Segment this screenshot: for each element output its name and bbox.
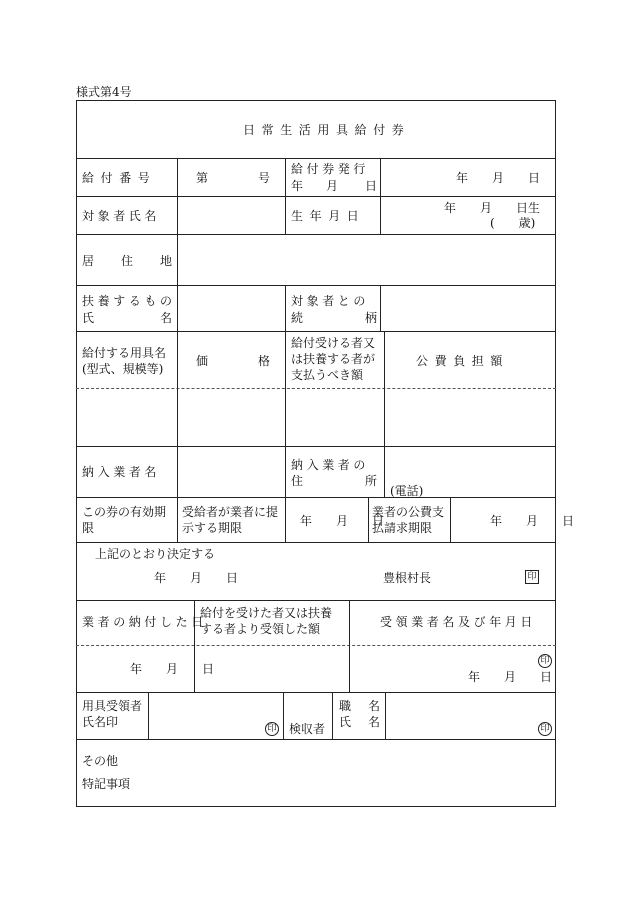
notes-label: 特記事項 (82, 777, 131, 791)
item-label: 給付する用具名 (82, 346, 167, 360)
mayor-seal-icon: 印 (525, 570, 539, 584)
form-number: 様式第4号 (76, 85, 132, 99)
col-line (283, 692, 284, 739)
decision-date[interactable]: 年 月 日 (154, 571, 239, 585)
col-line (285, 497, 286, 542)
received-amount-label-2: する者より受領した額 (200, 622, 321, 636)
voucher-number-label: 給付番号 (82, 171, 157, 185)
post-label-b: 名 (368, 699, 381, 713)
receiver-label: 用具受領者 (82, 699, 143, 713)
col-line (285, 158, 286, 234)
present-deadline-label-2: 示する期限 (182, 521, 243, 535)
phone-label: (電話) (390, 484, 424, 498)
vendor-address-label-a: 住 (291, 474, 304, 488)
address-label: 居 住 地 (82, 254, 172, 268)
vendor-address-label-b: 所 (365, 474, 378, 488)
dashed-divider (76, 388, 556, 389)
decision-text: 上記のとおり決定する (95, 547, 216, 561)
divider (76, 542, 556, 543)
post-label-a: 職 (339, 699, 352, 713)
col-line (380, 285, 381, 331)
payment-label-1: 給付受ける者又 (291, 336, 376, 350)
col-line (385, 692, 386, 739)
supporter-label-given: 名 (160, 311, 173, 325)
validity-label: この券の有効期 (82, 505, 167, 519)
birth-date-value[interactable]: 年 月 日生 (444, 201, 541, 215)
divider (76, 739, 556, 740)
col-line (384, 331, 385, 497)
name-label-b: 名 (368, 715, 381, 729)
mayor-title: 豊根村長 (383, 571, 432, 585)
col-line (194, 600, 195, 692)
divider (76, 600, 556, 601)
vendor-address-label: 納入業者の (291, 458, 370, 472)
divider (76, 234, 556, 235)
relation-label: 対象者との (291, 294, 370, 308)
col-line (332, 692, 333, 739)
present-deadline-label: 受給者が業者に提 (182, 505, 279, 519)
voucher-number-prefix: 第 (196, 171, 209, 185)
divider (76, 285, 556, 286)
divider (76, 446, 556, 447)
birth-date-label: 生年月日 (291, 209, 366, 223)
payment-label-2: は扶養する者が (291, 352, 376, 366)
inspector-label: 検収者 (289, 722, 326, 736)
inspector-seal-icon: 印 (538, 722, 552, 736)
delivery-date-label: 業者の納付した日 (82, 615, 207, 629)
relation-label-b: 柄 (365, 311, 378, 325)
col-line (148, 692, 149, 739)
claim-deadline-label-2: 払請求期限 (372, 521, 433, 535)
claim-deadline-date[interactable]: 年 月 日 (490, 514, 575, 528)
voucher-number-suffix: 号 (258, 171, 271, 185)
receipt-seal-icon: 印 (538, 654, 552, 668)
col-line (380, 158, 381, 234)
supporter-label-family: 氏 (82, 311, 95, 325)
issue-date-label-year: 年 (291, 179, 304, 193)
price-label-b: 格 (258, 354, 271, 368)
vendor-name-label: 納入業者名 (82, 465, 161, 479)
issue-date-value[interactable]: 年 月 日 (456, 171, 541, 185)
divider (76, 497, 556, 498)
issue-date-label: 給付券発行 (291, 162, 370, 176)
received-amount-label: 給付を受けた者又は扶養 (200, 606, 333, 620)
subject-name-label: 対象者氏名 (82, 209, 161, 223)
supporter-label: 扶養するもの (82, 294, 176, 308)
price-label-a: 価 (196, 354, 209, 368)
col-line (177, 158, 178, 234)
col-line (177, 234, 178, 285)
receipt-vendor-label: 受領業者名及び年月日 (380, 615, 537, 629)
col-line (349, 600, 350, 692)
item-sub-label: (型式、規模等) (82, 362, 164, 376)
issue-date-label-day: 日 (365, 179, 378, 193)
col-line (450, 497, 451, 542)
receiver-label-2: 氏名印 (82, 715, 119, 729)
col-line (177, 285, 178, 497)
validity-label-2: 限 (82, 521, 95, 535)
other-label: その他 (82, 754, 119, 768)
col-line (285, 285, 286, 497)
receiver-seal-icon: 印 (265, 722, 279, 736)
payment-label-3: 支払うべき額 (291, 368, 364, 382)
divider (76, 331, 556, 332)
col-line (177, 497, 178, 542)
form-title: 日常生活用具給付券 (243, 123, 411, 137)
issue-date-label-month: 月 (326, 179, 339, 193)
name-label-a: 氏 (339, 715, 352, 729)
claim-deadline-label: 業者の公費支 (372, 505, 445, 519)
receipt-date-value[interactable]: 年 月 日 (468, 670, 553, 684)
delivery-date-value[interactable]: 年 月 日 (130, 662, 215, 676)
public-burden-label: 公費負担額 (416, 354, 510, 368)
age-value[interactable]: ( 歳) (490, 216, 536, 230)
relation-label-a: 続 (291, 311, 304, 325)
divider (76, 158, 556, 159)
dashed-divider (76, 645, 556, 646)
divider (76, 196, 556, 197)
present-deadline-date[interactable]: 年 月 日 (300, 514, 385, 528)
